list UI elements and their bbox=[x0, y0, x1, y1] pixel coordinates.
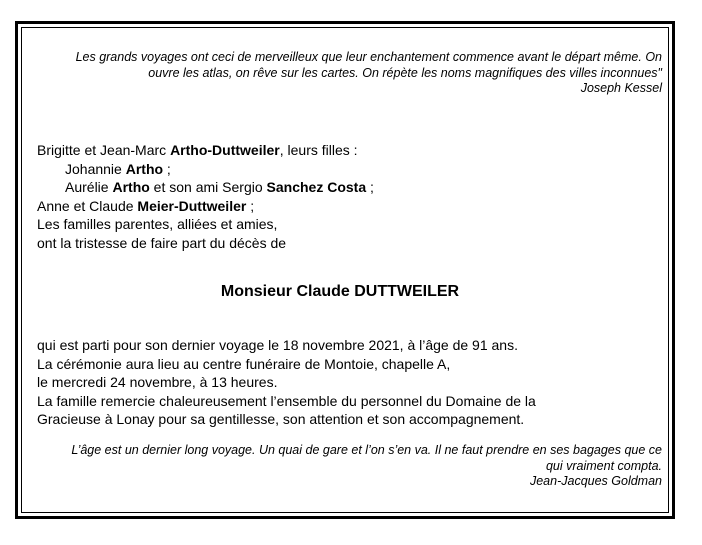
opening-quote-author: Joseph Kessel bbox=[580, 81, 662, 95]
family-text: Anne et Claude bbox=[37, 197, 138, 214]
family-text: ; bbox=[246, 197, 255, 214]
family-list bbox=[37, 141, 374, 252]
family-text: Johannie bbox=[65, 160, 126, 177]
family-line bbox=[37, 160, 374, 179]
family-surname: Artho bbox=[125, 160, 164, 177]
family-text: Brigitte et Jean-Marc bbox=[37, 142, 171, 158]
family-surname: Artho bbox=[112, 179, 150, 195]
family-line bbox=[37, 178, 374, 197]
family-line: ont la tristesse de faire part du décès de bbox=[37, 234, 287, 251]
notice-inner-border bbox=[21, 27, 669, 513]
closing-quote bbox=[62, 443, 662, 490]
opening-quote-text: Les grands voyages ont ceci de merveilleux que leur enchantement commence avant le départ même. On ouvre les atlas, on rêve sur les cartes. On répète les noms magnifiques des villes inconnues" bbox=[75, 50, 662, 80]
details-line: le mercredi 24 novembre, à 13 heures. bbox=[37, 374, 278, 390]
family-text: , leurs filles : bbox=[279, 142, 358, 158]
family-text: ; bbox=[366, 179, 374, 195]
family-surname: Meier-Duttweiler bbox=[137, 197, 247, 214]
family-surname: Sanchez Costa bbox=[266, 179, 367, 195]
family-line bbox=[37, 197, 374, 216]
details-line: Gracieuse à Lonay pour sa gentillesse, son attention et son accompagnement. bbox=[37, 411, 525, 427]
deceased-name: Monsieur Claude DUTTWEILER bbox=[220, 283, 460, 300]
family-line: Les familles parentes, alliées et amies, bbox=[37, 216, 278, 232]
closing-quote-text: L’âge est un dernier long voyage. Un quai de gare et l’on s’en va. Il ne faut prendre en ses bagages que ce qui vraiment compta. bbox=[71, 443, 662, 473]
family-text: et son ami Sergio bbox=[149, 179, 267, 195]
details-line: qui est parti pour son dernier voyage le 18 novembre 2021, à l’âge de 91 ans. bbox=[37, 337, 518, 353]
ceremony-details bbox=[37, 336, 536, 429]
details-line: La cérémonie aura lieu au centre funéraire de Montoie, chapelle A, bbox=[37, 355, 451, 372]
family-text: ; bbox=[163, 160, 171, 177]
family-text: Aurélie bbox=[65, 179, 113, 195]
closing-quote-author: Jean-Jacques Goldman bbox=[529, 474, 662, 488]
opening-quote bbox=[62, 50, 662, 97]
family-line bbox=[37, 141, 374, 160]
family-surname: Artho-Duttweiler bbox=[170, 142, 280, 158]
details-line: La famille remercie chaleureusement l’ensemble du personnel du Domaine de la bbox=[37, 392, 536, 409]
